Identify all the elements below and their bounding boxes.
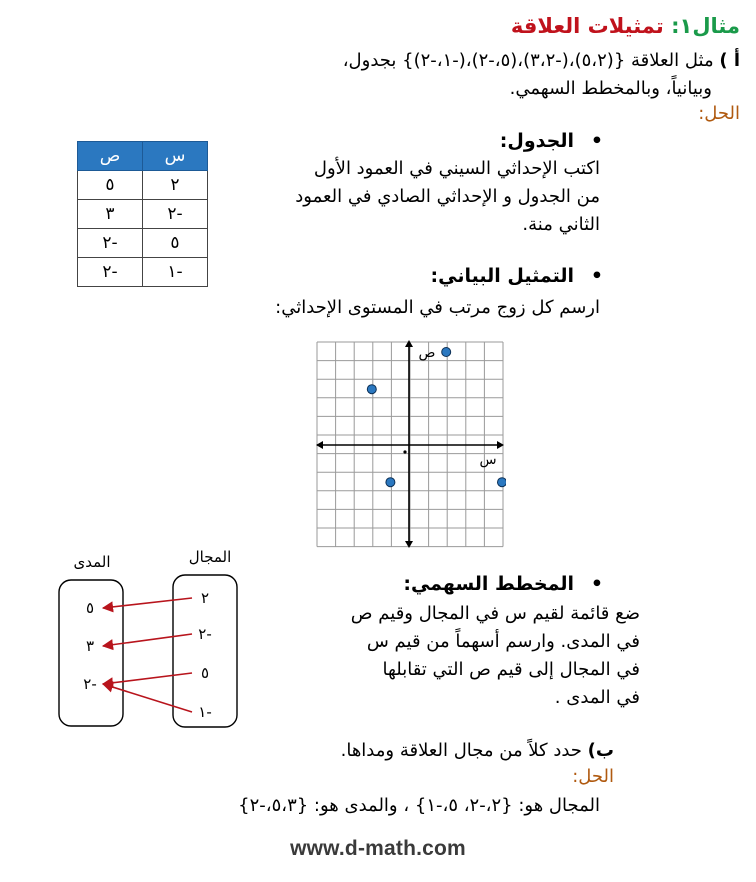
domain-value: ٢ — [200, 589, 210, 607]
table-cell-y: -٢ — [78, 229, 143, 258]
table-para-line: من الجدول و الإحداثي الصادي في العمود — [295, 186, 600, 207]
table-cell-x: -٢ — [143, 200, 208, 229]
graph-heading: • التمثيل البياني: — [431, 265, 610, 287]
table-cell-x: ٥ — [143, 229, 208, 258]
plot-point — [386, 478, 395, 487]
part-b-marker: ب) — [587, 740, 614, 761]
domain-value: -٢ — [198, 625, 212, 643]
xy-table — [77, 141, 208, 287]
table-para-line: اكتب الإحداثي السيني في العمود الأول — [313, 158, 600, 179]
part-a-line2: وبيانياً، وبالمخطط السهمي. — [509, 78, 712, 99]
table-cell-x: -١ — [143, 258, 208, 287]
table-header-x: س — [143, 142, 208, 171]
graph-paragraph: ارسم كل زوج مرتب في المستوى الإحداثي: — [275, 297, 600, 318]
table-row — [78, 200, 208, 229]
mapping-para-line: في المدى . — [554, 687, 640, 708]
range-value: ٥ — [85, 599, 95, 617]
table-paragraph — [220, 155, 600, 239]
example-title — [511, 14, 740, 38]
mapping-para-line: في المدى. وارسم أسهماً من قيم س — [366, 631, 640, 652]
table-row — [78, 229, 208, 258]
table-header-y: ص — [78, 142, 143, 171]
table-para-line: الثاني منة. — [522, 214, 600, 235]
range-label: المدى — [73, 553, 111, 571]
range-value: -٢ — [83, 675, 97, 693]
table-cell-y: -٢ — [78, 258, 143, 287]
website-footer: www.d-math.com — [290, 837, 466, 860]
plot-point — [498, 478, 507, 487]
part-b-line — [341, 738, 614, 764]
origin-dot — [403, 450, 406, 453]
table-cell-y: ٥ — [78, 171, 143, 200]
domain-label: المجال — [188, 548, 232, 566]
mapping-heading: • المخطط السهمي: — [403, 573, 610, 595]
table-cell-y: ٣ — [78, 200, 143, 229]
range-value: ٣ — [85, 637, 95, 655]
example-heading: تمثيلات العلاقة — [510, 14, 664, 38]
x-axis-label: س — [479, 452, 497, 468]
table-heading: • الجدول: — [500, 130, 610, 152]
table-row — [78, 258, 208, 287]
plot-point — [367, 385, 376, 394]
part-a-question: مثل العلاقة {(٥،٢)،(-٣،٢)،(٥،-٢)،(-١،-٢)} بجدول، — [342, 50, 714, 71]
solution-label: الحل: — [698, 103, 740, 124]
part-b-question: حدد كلاً من مجال العلاقة ومداها. — [340, 740, 582, 761]
y-axis-label: ص — [418, 345, 436, 361]
y-axis-arrow-up — [405, 340, 413, 347]
coordinate-plane — [314, 338, 506, 550]
example-label: مثال١: — [671, 14, 740, 38]
mapping-para-line: ضع قائمة لقيم س في المجال وقيم ص — [350, 603, 640, 624]
part-a-marker: أ ) — [719, 50, 740, 71]
domain-value: -١ — [198, 703, 212, 721]
table-cell-x: ٢ — [143, 171, 208, 200]
part-a-line1 — [20, 48, 740, 74]
mapping-para-line: في المجال إلى قيم ص التي تقابلها — [382, 659, 640, 680]
mapping-paragraph — [250, 600, 640, 712]
mapping-diagram — [50, 540, 255, 740]
domain-value: ٥ — [200, 664, 210, 682]
plot-point — [442, 348, 451, 357]
table-row — [78, 171, 208, 200]
part-b-solution-label: الحل: — [572, 766, 614, 787]
part-b-answer: المجال هو: {٢،-٢، ٥،-١} ، والمدى هو: {٥،٣،-٢} — [238, 795, 600, 816]
